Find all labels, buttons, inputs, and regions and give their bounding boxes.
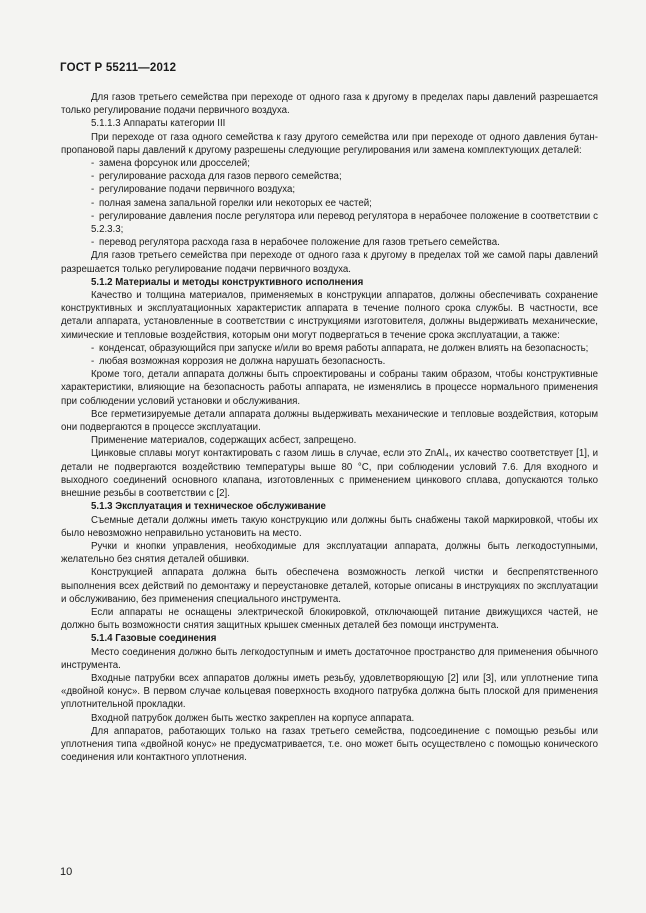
list-item xyxy=(61,197,598,210)
list-item xyxy=(61,183,598,196)
paragraph: Конструкцией аппарата должна быть обеспечена возможность легкой чистки и беспрепятственного выполнения всех действий по демонтажу и переустановке деталей, которые описаны в инструкциях по эксплуатации и обслуживанию, без применения специального инструмента. xyxy=(61,567,598,605)
section-heading: 5.1.3 Эксплуатация и техническое обслуживание xyxy=(91,501,326,513)
paragraph: Входной патрубок должен быть жестко закреплен на корпусе аппарата. xyxy=(91,712,415,724)
list-item-text: конденсат, образующийся при запуске и/или во время работы аппарата, не должен влиять на безопасность; xyxy=(99,342,589,354)
paragraph: Для газов третьего семейства при переходе от одного газа к другому в пределах пары давлений разрешается только регулирование подачи первичного воздуха. xyxy=(61,92,598,117)
paragraph: Ручки и кнопки управления, необходимые для эксплуатации аппарата, должны быть легкодоступными, желательно без снятия деталей обшивки. xyxy=(61,540,598,566)
paragraph: Для аппаратов, работающих только на газах третьего семейства, подсоединение с помощью резьбы или уплотнения типа «двойной конус» не предусматривается, т.е. оно может быть осуществлено с помощью конического соединения или контактного уплотнения. xyxy=(61,725,598,764)
list-dash: - xyxy=(91,210,95,222)
list-dash: - xyxy=(91,197,95,209)
page-number: 10 xyxy=(60,866,73,878)
list-dash: - xyxy=(91,171,95,183)
paragraph: Применение материалов, содержащих асбест, запрещено. xyxy=(91,435,357,447)
list-item xyxy=(61,342,598,355)
list-dash: - xyxy=(91,237,95,249)
list-item xyxy=(61,157,598,170)
paragraph: Для газов третьего семейства при переходе от одного газа к другому в пределах той же самой пары давлений разрешается только регулирование подачи первичного воздуха. xyxy=(61,250,598,275)
list-item xyxy=(61,236,598,249)
section-heading: 5.1.4 Газовые соединения xyxy=(91,633,217,645)
paragraph: Съемные детали должны иметь такую конструкцию или должны быть снабжены такой маркировкой, чтобы их было невозможно неправильно установить на место. xyxy=(61,514,598,539)
list-item-text: регулирование подачи первичного воздуха; xyxy=(99,184,296,196)
list-item xyxy=(61,170,598,183)
list-item-text: замена форсунок или дросселей; xyxy=(99,158,250,170)
list-item-text: перевод регулятора расхода газа в нерабочее положение для газов третьего семейства. xyxy=(99,237,500,249)
list-item-text: регулирование давления после регулятора или перевод регулятора в нерабочее положение в соответствии с 5.2.3.3; xyxy=(91,210,598,236)
list-item xyxy=(61,210,598,236)
list-item-text: любая возможная коррозия не должна нарушать безопасность. xyxy=(99,356,386,368)
section-heading: 5.1.2 Материалы и методы конструктивного исполнения xyxy=(91,276,364,288)
paragraph: Если аппараты не оснащены электрической блокировкой, отключающей питание движущихся частей, не должно быть возможности снятия защитных крышек сменных деталей без помощи инструмента. xyxy=(61,606,598,632)
paragraph: Цинковые сплавы могут контактировать с газом лишь в случае, если это ZnAl₄, их качество соответствует [1], и детали не подвергаются воздействию температуры выше 80 °С, при соблюдении условий 7.6. Для входного и выходного соединений основного клапана, изготовленных с применением цинкового сплава, допускаются только внешние резьбы в соответствии с [2]. xyxy=(61,448,598,500)
list-dash: - xyxy=(91,356,95,368)
list-dash: - xyxy=(91,342,95,354)
paragraph: Кроме того, детали аппарата должны быть спроектированы и собраны таким образом, чтобы конструктивные характеристики, влияющие на безопасность работы аппарата, не изменялись в процессе нормального применения при соблюдении условий установки и обслуживания. xyxy=(61,369,598,407)
paragraph: При переходе от газа одного семейства к газу другого семейства или при переходе от одного давления бутан-пропановой пары давлений к другому разрешены следующие регулирования или замена комплектующих деталей: xyxy=(61,131,598,156)
list-dash: - xyxy=(91,184,95,196)
paragraph: 5.1.1.3 Аппараты категории III xyxy=(91,118,226,130)
list-item-text: полная замена запальной горелки или некоторых ее частей; xyxy=(99,197,372,209)
paragraph: Качество и толщина материалов, применяемых в конструкции аппаратов, должны обеспечивать сохранение конструктивных и эксплуатационных характеристик аппарата в течение полного срока службы. В частности, все детали аппарата, установленные в соответствии с инструкциями изготовителя, должны выдерживать механические, химические и тепловые воздействия, которым они могут подвергаться в течение срока эксплуатации, а также: xyxy=(61,290,598,341)
paragraph: Все герметизируемые детали аппарата должны выдерживать механические и тепловые воздействия, которым они подвергаются в процессе эксплуатации. xyxy=(61,408,598,434)
list-item xyxy=(61,355,598,368)
list-item-text: регулирование расхода для газов первого семейства; xyxy=(99,171,342,183)
list-dash: - xyxy=(91,158,95,170)
paragraph: Место соединения должно быть легкодоступным и иметь достаточное пространство для применения обычного инструмента. xyxy=(61,646,598,671)
document-body xyxy=(61,91,598,764)
document-header: ГОСТ Р 55211—2012 xyxy=(60,62,177,74)
paragraph: Входные патрубки всех аппаратов должны иметь резьбу, удовлетворяющую [2] или [3], или уплотнение типа «двойной конус». В первом случае кольцевая поверхность входного патрубка должна быть плоской для применения уплотнительной прокладки. xyxy=(61,672,598,711)
